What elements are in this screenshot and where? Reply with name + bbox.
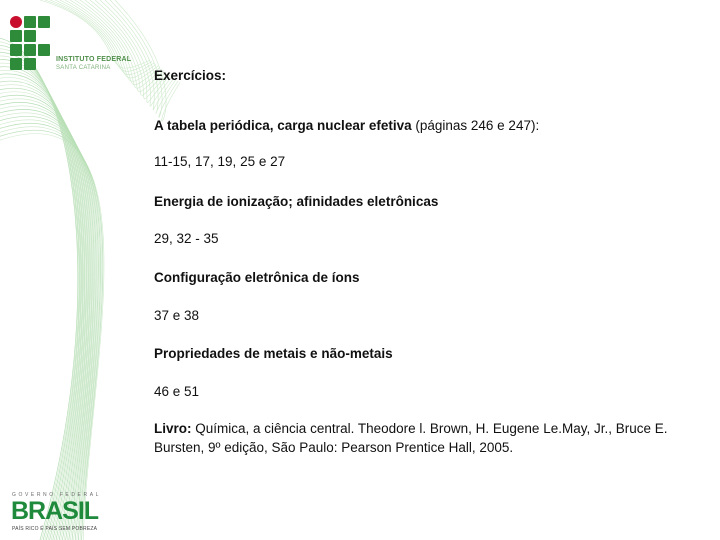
- institute-logo: [10, 16, 150, 76]
- book-citation: Química, a ciência central. Theodore l. Brown, H. Eugene Le.May, Jr., Bruce E. Bursten, 9º edição, São Paulo: Pearson Prentice Hall, 2005.: [154, 421, 668, 455]
- topic-ion-configuration: [154, 268, 360, 287]
- topic-ionization: [154, 192, 438, 211]
- government-tagline: PAÍS RICO É PAÍS SEM POBREZA: [12, 526, 98, 532]
- topic-title: Energia de ionização; afinidades eletrônicas: [154, 194, 439, 209]
- exercise-numbers: 29, 32 - 35: [154, 231, 219, 246]
- book-label: Livro:: [154, 421, 192, 436]
- institute-campus: SANTA CATARINA: [56, 65, 111, 71]
- topic-metals: [154, 344, 393, 363]
- government-label: GOVERNO FEDERAL: [12, 492, 102, 498]
- institute-logo-grid-icon: [10, 16, 54, 70]
- institute-name: INSTITUTO FEDERAL: [56, 56, 132, 63]
- book-reference: [154, 419, 674, 457]
- topic-periodic-table: [154, 116, 539, 135]
- page-title: Exercícios:: [154, 68, 227, 83]
- government-logo: [8, 492, 130, 536]
- topic-pages: (páginas 246 e 247):: [411, 118, 540, 133]
- exercise-numbers: 37 e 38: [154, 308, 200, 323]
- exercise-numbers: 11-15, 17, 19, 25 e 27: [154, 154, 286, 169]
- exercise-numbers: 46 e 51: [154, 384, 200, 399]
- topic-title: Propriedades de metais e não-metais: [154, 346, 393, 361]
- brasil-wordmark: BRASIL: [11, 497, 99, 525]
- topic-title: Configuração eletrônica de íons: [154, 270, 360, 285]
- topic-title: A tabela periódica, carga nuclear efetiva: [154, 118, 412, 133]
